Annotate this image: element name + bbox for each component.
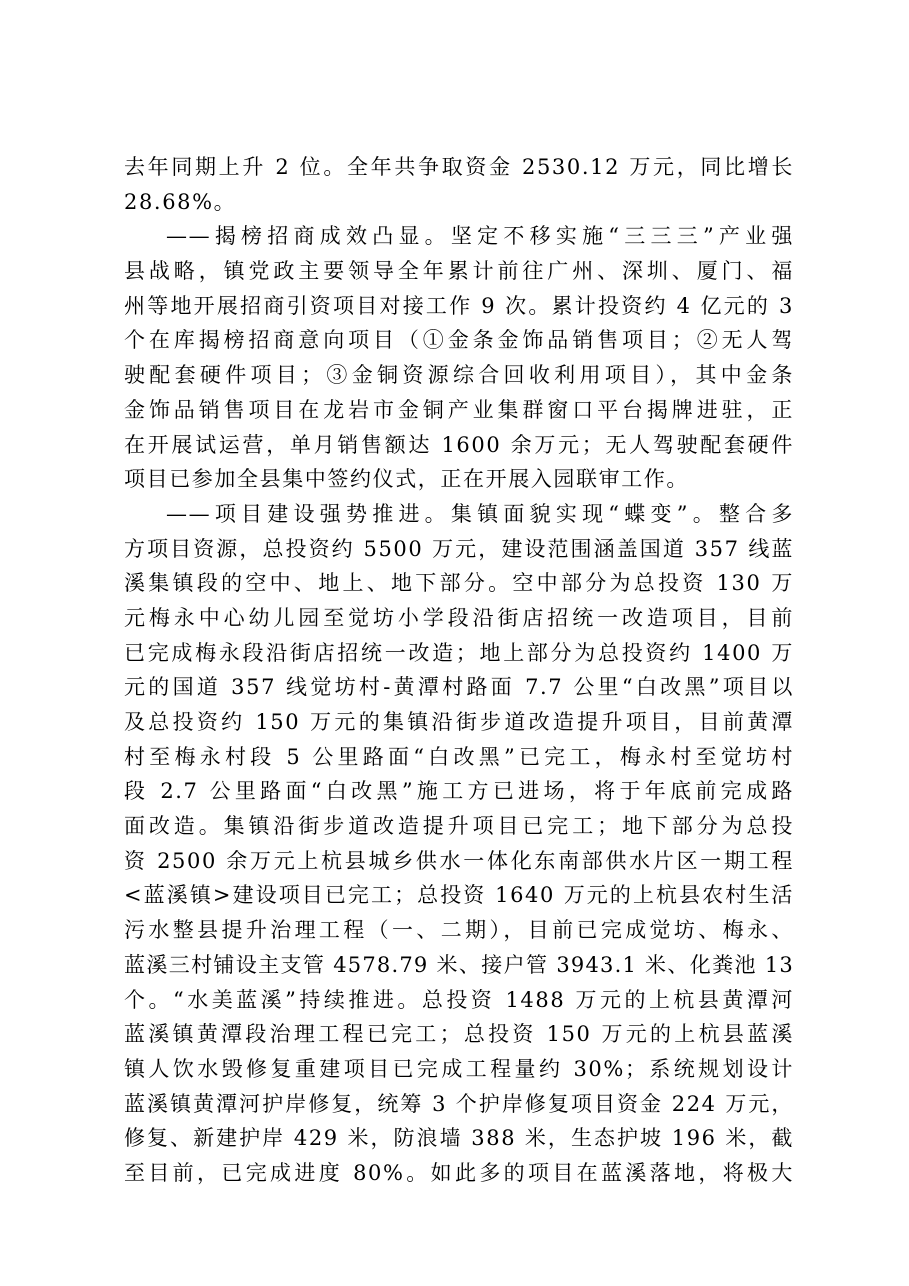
text-line: 及总投资约 150 万元的集镇沿街步道改造提升项目，目前黄潭	[124, 710, 794, 734]
text-line: 去年同期上升 2 位。全年共争取资金 2530.12 万元，同比增长	[124, 155, 794, 179]
text-line: 元的国道 357 线觉坊村-黄潭村路面 7.7 公里“白改黑”项目以	[124, 675, 794, 700]
text-line: 段 2.7 公里路面“白改黑”施工方已进场，将于年底前完成路	[124, 779, 794, 804]
text-line: 元梅永中心幼儿园至觉坊小学段沿街店招统一改造项目，目前	[124, 605, 794, 630]
document-page	[124, 150, 794, 1191]
text-line: ——项目建设强势推进。集镇面貌实现“蝶变”。整合多	[166, 501, 794, 526]
text-line: 在开展试运营，单月销售额达 1600 余万元；无人驾驶配套硬件	[124, 432, 794, 457]
text-line: <蓝溪镇>建设项目已完工；总投资 1640 万元的上杭县农村生活	[124, 883, 794, 908]
text-line: 村至梅永村段 5 公里路面“白改黑”已完工，梅永村至觉坊村	[124, 744, 794, 769]
paragraph-project-construction	[124, 497, 794, 1191]
text-line: 县战略，镇党政主要领导全年累计前往广州、深圳、厦门、福	[124, 259, 794, 284]
text-line: 项目已参加全县集中签约仪式，正在开展入园联审工作。	[124, 467, 689, 492]
text-line: 资 2500 余万元上杭县城乡供水一体化东南部供水片区一期工程	[124, 848, 794, 873]
text-line: 金饰品销售项目在龙岩市金铜产业集群窗口平台揭牌进驻，正	[124, 397, 794, 422]
text-line: 州等地开展招商引资项目对接工作 9 次。累计投资约 4 亿元的 3	[124, 293, 794, 318]
text-line: 个。“水美蓝溪”持续推进。总投资 1488 万元的上杭县黄潭河	[124, 987, 794, 1012]
text-line: 驶配套硬件项目；③金铜资源综合回收利用项目），其中金条	[124, 363, 794, 388]
text-line: 方项目资源，总投资约 5500 万元，建设范围涵盖国道 357 线蓝	[124, 536, 794, 561]
text-line: 面改造。集镇沿街步道改造提升项目已完工；地下部分为总投	[124, 814, 794, 839]
text-line: 蓝溪三村铺设主支管 4578.79 米、接户管 3943.1 米、化粪池 13	[124, 952, 794, 977]
paragraph-funding	[124, 150, 794, 219]
text-line: 修复、新建护岸 429 米，防浪墙 388 米，生态护坡 196 米，截	[124, 1126, 794, 1151]
text-line: ——揭榜招商成效凸显。坚定不移实施“三三三”产业强	[166, 224, 794, 249]
text-line: 已完成梅永段沿街店招统一改造；地上部分为总投资约 1400 万	[124, 640, 794, 665]
text-line: 溪集镇段的空中、地上、地下部分。空中部分为总投资 130 万	[124, 571, 794, 596]
text-line: 个在库揭榜招商意向项目（①金条金饰品销售项目；②无人驾	[124, 328, 794, 353]
paragraph-investment-attraction	[124, 219, 794, 497]
text-line: 镇人饮水毁修复重建项目已完成工程量约 30%；系统规划设计	[124, 1056, 794, 1081]
text-line: 蓝溪镇黄潭段治理工程已完工；总投资 150 万元的上杭县蓝溪	[124, 1022, 794, 1047]
text-line: 至目前，已完成进度 80%。如此多的项目在蓝溪落地，将极大	[124, 1160, 794, 1185]
text-line: 污水整县提升治理工程（一、二期），目前已完成觉坊、梅永、	[124, 918, 794, 943]
text-line: 蓝溪镇黄潭河护岸修复，统筹 3 个护岸修复项目资金 224 万元，	[124, 1091, 794, 1116]
text-line: 28.68%。	[124, 189, 237, 214]
